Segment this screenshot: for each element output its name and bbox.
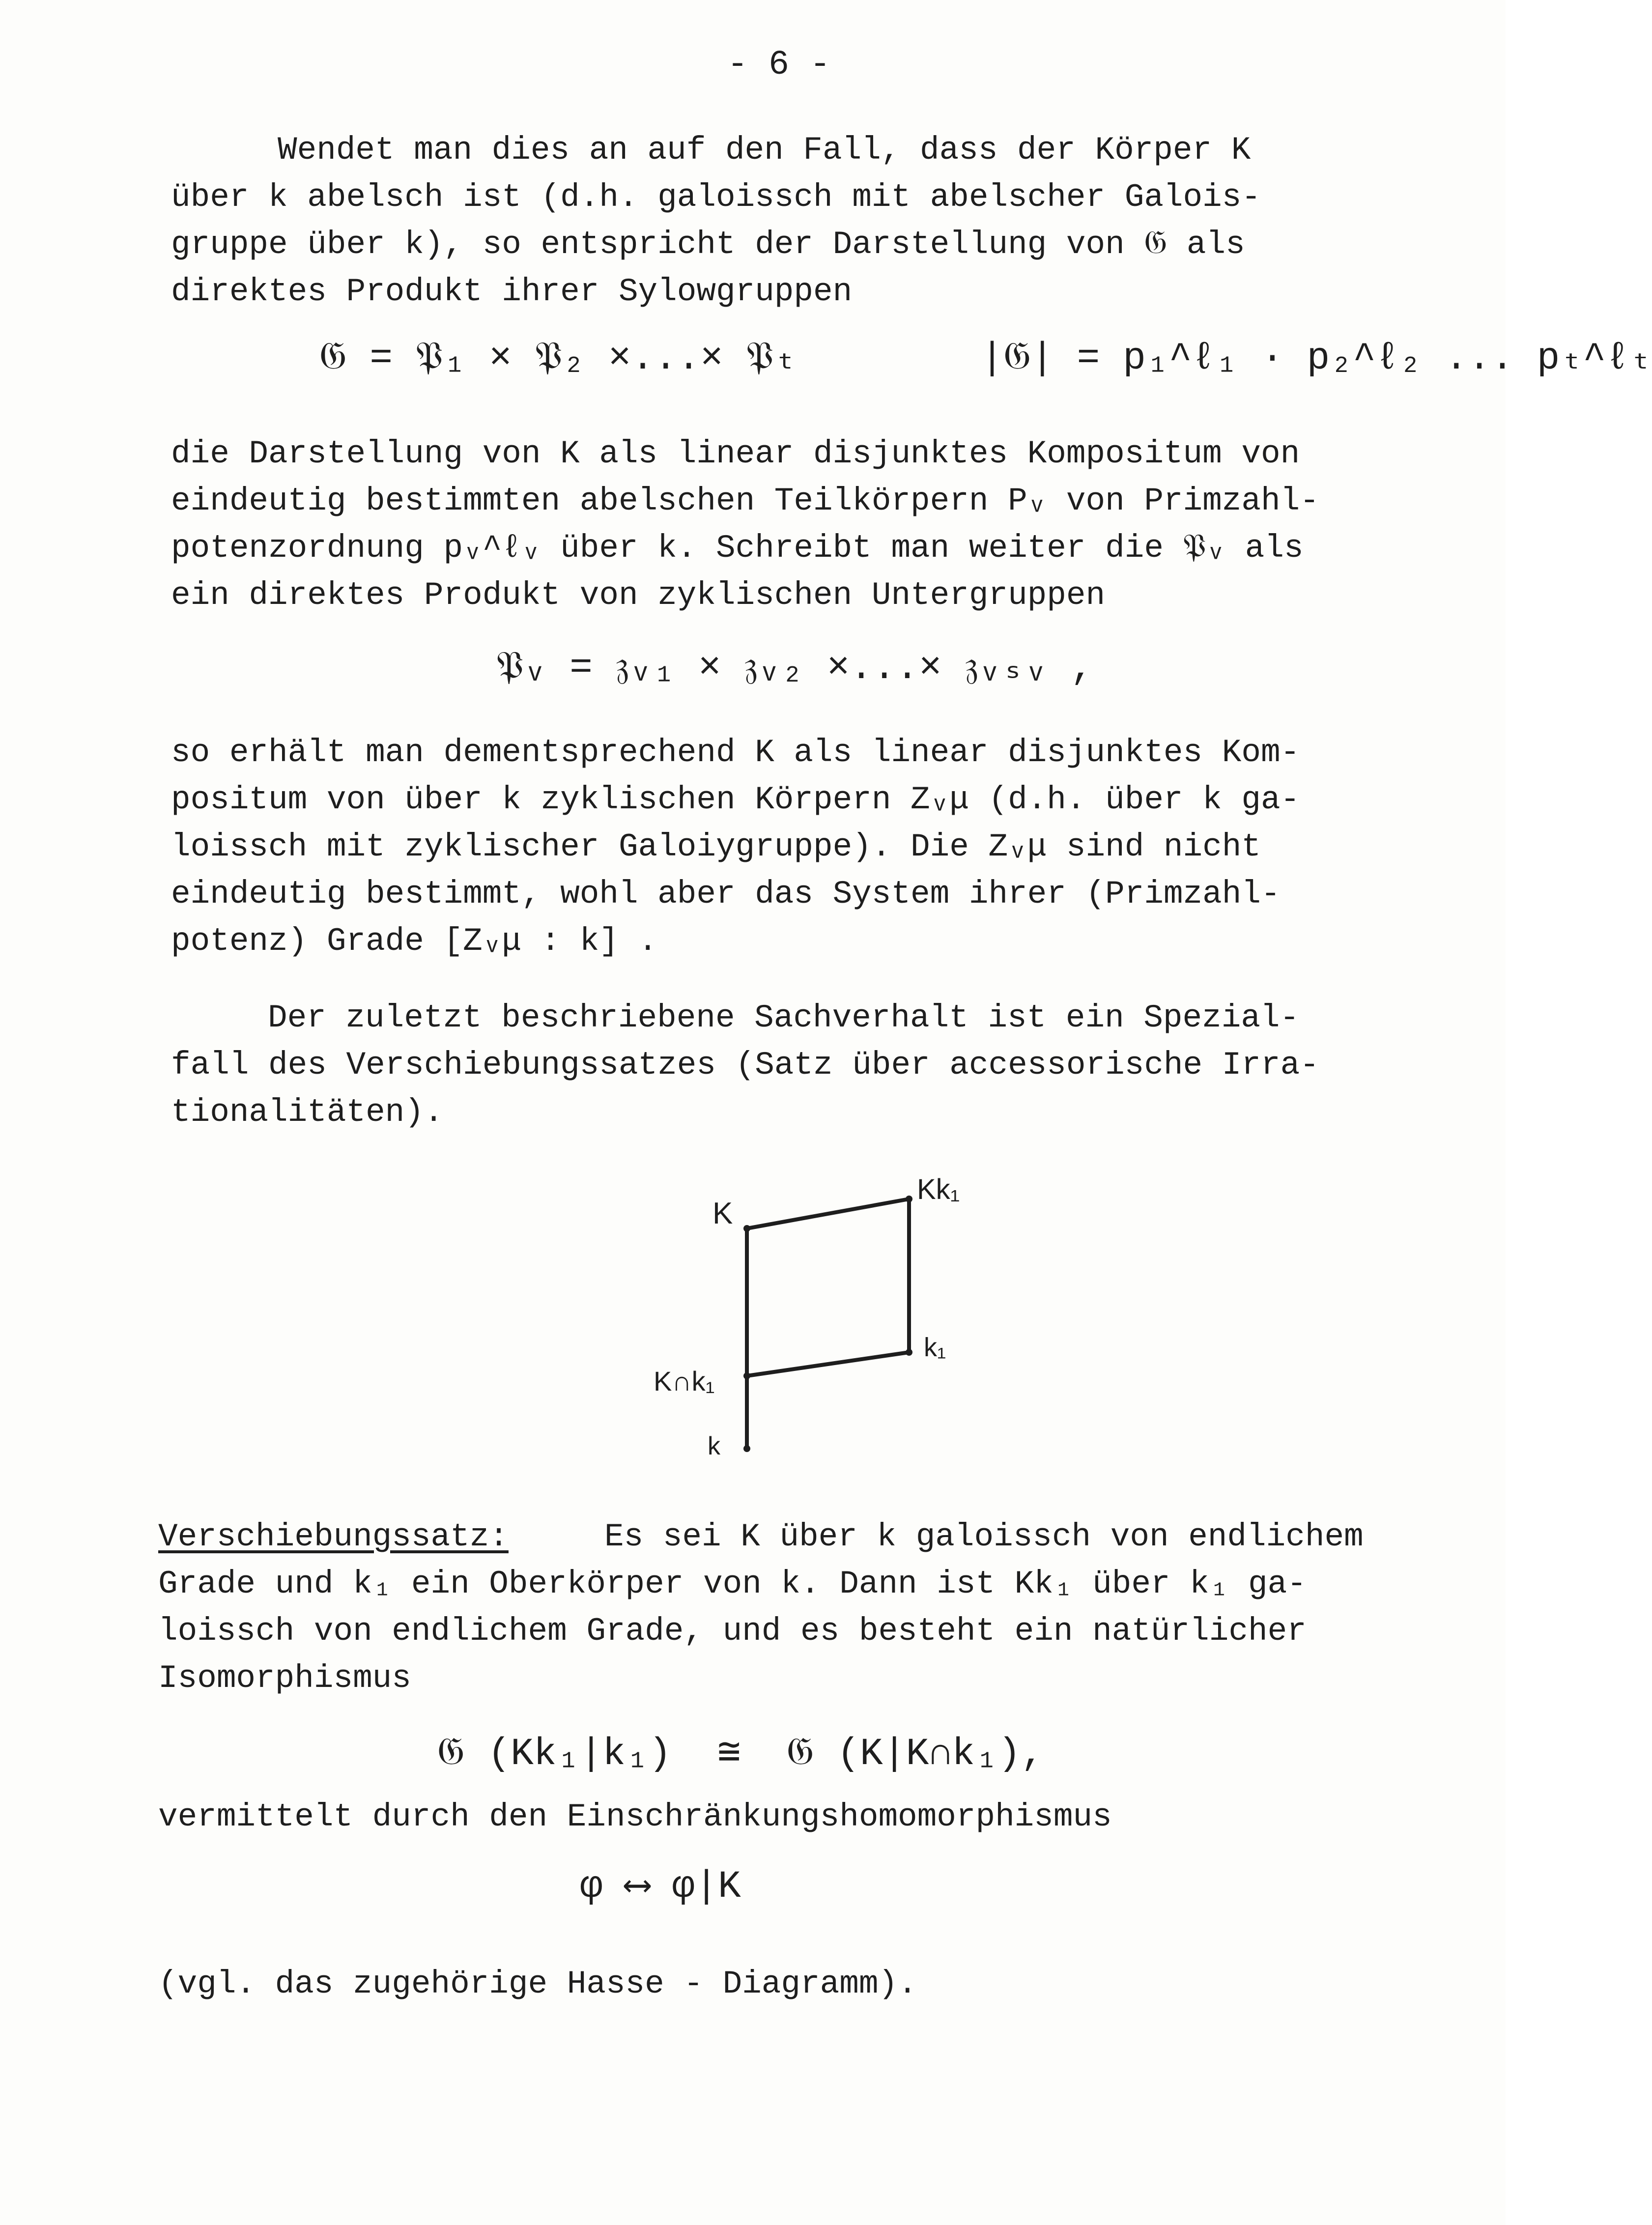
node-k xyxy=(743,1445,750,1452)
theorem-line-3: loissch von endlichem Grade, und es besteht ein natürlicher xyxy=(158,1613,1307,1650)
paragraph5: vermittelt durch den Einschränkungshomomorphismus xyxy=(158,1798,1112,1835)
page-number: - 6 - xyxy=(727,46,831,85)
formula-restriction-map: φ ⟷ φ|K xyxy=(580,1865,741,1909)
paragraph4-line-3: tionalitäten). xyxy=(171,1094,444,1131)
paragraph3-line-5: potenz) Grade [Zᵥμ : k] . xyxy=(171,923,658,960)
paragraph1-line-3: gruppe über k), so entspricht der Darstellung von 𝔊 als xyxy=(171,226,1245,263)
node-Kk1 xyxy=(906,1196,912,1202)
node-k1 xyxy=(906,1349,912,1356)
paragraph3-line-1: so erhält man dementsprechend K als linear disjunktes Kom- xyxy=(171,734,1300,771)
paragraph3-line-2: positum von über k zyklischen Körpern Zᵥμ (d.h. über k ga- xyxy=(171,781,1300,818)
theorem-line-4: Isomorphismus xyxy=(158,1660,411,1697)
node-K xyxy=(743,1225,750,1232)
paragraph3-line-3: loissch mit zyklischer Galoiygruppe). Die Zᵥμ sind nicht xyxy=(171,828,1261,865)
edge-K-Kk1 xyxy=(747,1199,909,1228)
theorem-line-2: Grade und k₁ ein Oberkörper von k. Dann ist Kk₁ über k₁ ga- xyxy=(158,1566,1307,1602)
label-k1: k₁ xyxy=(924,1333,946,1362)
formula-sylow-product: 𝔊 = 𝔓₁ × 𝔓₂ ×...× 𝔓ₜ |𝔊| = p₁^ℓ₁ · p₂^ℓ₂ ... pₜ^ℓₜ xyxy=(319,337,1652,380)
paragraph6: (vgl. das zugehörige Hasse - Diagramm). xyxy=(158,1966,917,2002)
formula-isomorphism: 𝔊 (Kk₁|k₁) ≅ 𝔊 (K|K∩k₁), xyxy=(437,1733,1044,1776)
theorem-heading: Verschiebungssatz: xyxy=(158,1518,509,1555)
node-KcapK1 xyxy=(743,1372,750,1379)
paragraph1-line-2: über k abelsch ist (d.h. galoissch mit abelscher Galois- xyxy=(171,179,1261,216)
label-KcapK1: K∩k₁ xyxy=(654,1366,715,1397)
paragraph2-line-4: ein direktes Produkt von zyklischen Untergruppen xyxy=(171,577,1106,614)
paragraph1-line-4: direktes Produkt ihrer Sylowgruppen xyxy=(171,273,853,310)
paragraph4-line-2: fall des Verschiebungssatzes (Satz über accessorische Irra- xyxy=(171,1047,1319,1084)
paragraph3-line-4: eindeutig bestimmt, wohl aber das System ihrer (Primzahl- xyxy=(171,876,1281,913)
label-Kk1: Kk₁ xyxy=(917,1173,960,1205)
paragraph4-line-1: Der zuletzt beschriebene Sachverhalt ist ein Spezial- xyxy=(268,999,1300,1036)
hasse-diagram xyxy=(639,1160,1032,1464)
label-k: k xyxy=(708,1432,720,1460)
paragraph2-line-2: eindeutig bestimmten abelschen Teilkörpern Pᵥ von Primzahl- xyxy=(171,483,1319,519)
paragraph1-line-1: Wendet man dies an auf den Fall, dass der Körper K xyxy=(278,132,1251,169)
theorem-first-line: Es sei K über k galoissch von endlichem xyxy=(604,1518,1364,1555)
label-K: K xyxy=(712,1197,733,1230)
paragraph2-line-1: die Darstellung von K als linear disjunktes Kompositum von xyxy=(171,435,1300,472)
formula-cyclic-product: 𝔓ᵥ = 𝔷ᵥ₁ × 𝔷ᵥ₂ ×...× 𝔷ᵥₛᵥ , xyxy=(496,647,1094,690)
paragraph2-line-3: potenzordnung pᵥ^ℓᵥ über k. Schreibt man weiter die 𝔓ᵥ als xyxy=(171,530,1304,567)
edge-k1-KcapK1 xyxy=(747,1352,909,1376)
